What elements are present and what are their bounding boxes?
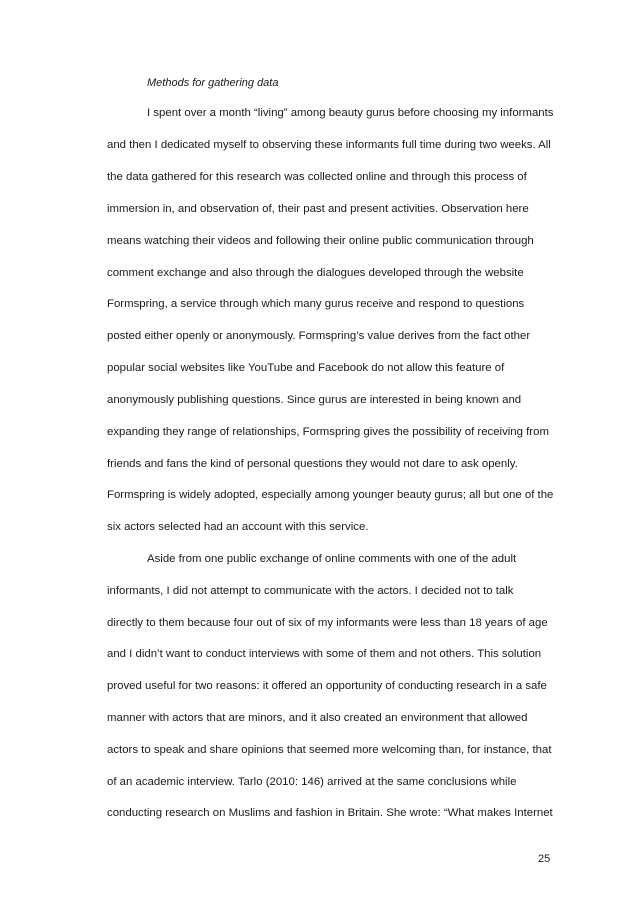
body-line: Formspring is widely adopted, especially among younger beauty gurus; all but one of the: [107, 489, 554, 501]
section-heading: Methods for gathering data: [147, 77, 279, 89]
body-line: Aside from one public exchange of online comments with one of the adult: [147, 553, 517, 565]
body-line: Formspring, a service through which many gurus receive and respond to questions: [107, 298, 525, 310]
body-line: proved useful for two reasons: it offered an opportunity of conducting research in a safe: [107, 680, 547, 692]
body-line: conducting research on Muslims and fashion in Britain. She wrote: “What makes Internet: [107, 807, 553, 819]
body-line: manner with actors that are minors, and it also created an environment that allowed: [107, 712, 528, 724]
body-line: I spent over a month “living” among beauty gurus before choosing my informants: [147, 107, 554, 119]
body-line: anonymously publishing questions. Since gurus are interested in being known and: [107, 394, 522, 406]
body-line: posted either openly or anonymously. Formspring’s value derives from the fact other: [107, 330, 531, 342]
body-line: the data gathered for this research was collected online and through this process of: [107, 171, 527, 183]
body-line: expanding they range of relationships, Formspring gives the possibility of receiving from: [107, 426, 549, 438]
body-line: immersion in, and observation of, their past and present activities. Observation here: [107, 203, 529, 215]
body-line: informants, I did not attempt to communicate with the actors. I decided not to talk: [107, 585, 514, 597]
body-line: popular social websites like YouTube and Facebook do not allow this feature of: [107, 362, 505, 374]
body-line: six actors selected had an account with this service.: [107, 521, 369, 533]
body-line: and I didn’t want to conduct interviews with some of them and not others. This solution: [107, 648, 542, 660]
body-line: of an academic interview. Tarlo (2010: 146) arrived at the same conclusions while: [107, 776, 517, 788]
body-line: means watching their videos and following their online public communication through: [107, 235, 534, 247]
body-line: actors to speak and share opinions that seemed more welcoming than, for instance, that: [107, 744, 552, 756]
body-line: and then I dedicated myself to observing these informants full time during two weeks. All: [107, 139, 551, 151]
body-line: directly to them because four out of six of my informants were less than 18 years of age: [107, 617, 548, 629]
body-line: friends and fans the kind of personal questions they would not dare to ask openly.: [107, 458, 518, 470]
page-number: 25: [538, 853, 551, 865]
body-line: comment exchange and also through the dialogues developed through the website: [107, 267, 524, 279]
